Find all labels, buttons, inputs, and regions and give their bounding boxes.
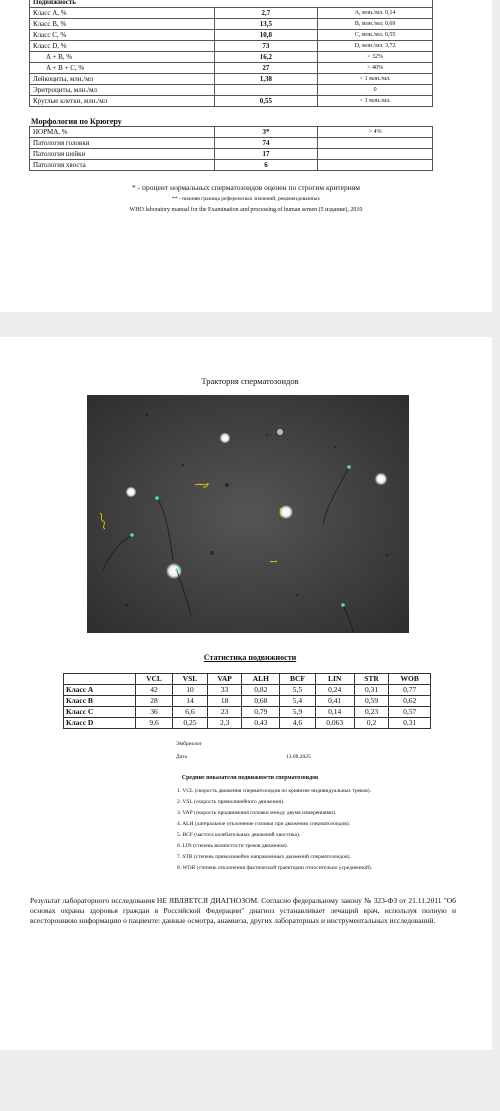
stats-row-label: Класс D bbox=[64, 718, 136, 729]
stats-cell: 9,6 bbox=[136, 718, 173, 729]
row-label: Патология шейки bbox=[30, 149, 215, 160]
row-value: 74 bbox=[214, 138, 318, 149]
row-value: 2,7 bbox=[214, 8, 318, 19]
morphology-table bbox=[29, 126, 433, 171]
row-label: Класс B, % bbox=[30, 19, 215, 30]
row-reference: < 1 млн./мл. bbox=[318, 96, 433, 107]
report-page-1 bbox=[0, 0, 492, 312]
row-label: Класс D, % bbox=[30, 41, 215, 52]
row-reference: > 40% bbox=[318, 63, 433, 74]
stats-header-cell: WOB bbox=[389, 674, 431, 685]
row-label: Класс C, % bbox=[30, 30, 215, 41]
row-reference bbox=[318, 138, 433, 149]
row-label: Лейкоциты, млн./мл bbox=[30, 74, 215, 85]
stats-cell: 0,82 bbox=[242, 685, 280, 696]
motility-row bbox=[30, 8, 433, 19]
row-value: 17 bbox=[214, 149, 318, 160]
footnote-who-manual: WHO laboratory manual for the Examination and processing of human semen (5 издание), 2010 bbox=[129, 207, 363, 213]
stats-row bbox=[64, 718, 431, 729]
average-definition: 2. VSL (скорость прямолинейного движения). bbox=[177, 799, 285, 805]
stats-header-cell: ALH bbox=[242, 674, 280, 685]
stats-cell: 5,9 bbox=[280, 707, 316, 718]
microscope-frame bbox=[87, 395, 409, 633]
stats-cell: 10 bbox=[173, 685, 208, 696]
motility-row bbox=[30, 52, 433, 63]
average-definition: 6. LIN (степень волнистости треков движения). bbox=[177, 843, 288, 849]
stats-header-cell bbox=[64, 674, 136, 685]
stats-cell: 0,68 bbox=[242, 696, 280, 707]
stats-cell: 0,62 bbox=[389, 696, 431, 707]
average-definition: 8. WOB (степень отклонения фактической траектории относительно усредненной). bbox=[177, 865, 373, 871]
motility-statistics-title: Статистика подвижности bbox=[203, 653, 297, 662]
stats-cell: 0,57 bbox=[389, 707, 431, 718]
stats-cell: 0,063 bbox=[315, 718, 354, 729]
row-value: 6 bbox=[214, 160, 318, 171]
row-label: Патология хвоста bbox=[30, 160, 215, 171]
row-label: Класс A, % bbox=[30, 8, 215, 19]
morphology-row bbox=[30, 160, 433, 171]
stats-cell: 14 bbox=[173, 696, 208, 707]
morphology-row bbox=[30, 149, 433, 160]
motility-row bbox=[30, 30, 433, 41]
stats-header-cell: VAP bbox=[207, 674, 242, 685]
date-label: Дата bbox=[176, 754, 187, 760]
stats-cell: 5,5 bbox=[280, 685, 316, 696]
stats-header-cell: LIN bbox=[315, 674, 354, 685]
morphology-title: Морфология по Крюгеру bbox=[31, 117, 122, 126]
stats-cell: 0,79 bbox=[242, 707, 280, 718]
stats-cell: 33 bbox=[207, 685, 242, 696]
stats-row bbox=[64, 707, 431, 718]
row-value: 1,38 bbox=[214, 74, 318, 85]
row-reference: B, млн./мл. 0,69 bbox=[318, 19, 433, 30]
stats-cell: 2,3 bbox=[207, 718, 242, 729]
stats-header-cell: VSL bbox=[173, 674, 208, 685]
row-label: A + B + C, % bbox=[30, 63, 215, 74]
stats-cell: 0,2 bbox=[354, 718, 389, 729]
average-definition: 3. VAP (скорость продвижения головки между двумя измерениями). bbox=[177, 810, 337, 816]
stats-cell: 0,23 bbox=[354, 707, 389, 718]
row-reference: > 32% bbox=[318, 52, 433, 63]
stats-row-label: Класс B bbox=[64, 696, 136, 707]
stats-cell: 28 bbox=[136, 696, 173, 707]
stats-cell: 0,43 bbox=[242, 718, 280, 729]
diagnosis-disclaimer: Результат лабораторного исследования НЕ ЯВЛЯЕТСЯ ДИАГНОЗОМ. Согласно федеральному закону № 323-ФЗ от 21.11.2011 "Об основах охраны здоровья граждан в Российской Федерации" диагноз устанавливает лечащий врач, используя полную и всестороннюю информацию о пациенте: данные осмотра, анамнеза, других лабораторных и инструментальных исследований. bbox=[30, 896, 456, 925]
row-value bbox=[214, 85, 318, 96]
morphology-row bbox=[30, 138, 433, 149]
row-reference bbox=[318, 160, 433, 171]
average-definition: 7. STR (степень прямолинейно направленных движений сперматозоидов). bbox=[177, 854, 351, 860]
footnote-reference-limit: ** - нижняя граница референсных значений, рекомендованных bbox=[172, 196, 320, 202]
stats-cell: 0,77 bbox=[389, 685, 431, 696]
microscope-background bbox=[87, 395, 409, 633]
average-definition: 4. ALH (латеральное отклонение головки при движении сперматозоидов). bbox=[177, 821, 351, 827]
stats-cell: 0,25 bbox=[173, 718, 208, 729]
row-label: НОРМА, % bbox=[30, 127, 215, 138]
motility-row bbox=[30, 85, 433, 96]
motility-row bbox=[30, 96, 433, 107]
motility-statistics-table bbox=[63, 673, 431, 729]
row-reference: < 1 млн./мл. bbox=[318, 74, 433, 85]
averages-title: Средние показатели подвижности сперматозоидов bbox=[181, 775, 319, 781]
row-label: Эритроциты, млн./мл bbox=[30, 85, 215, 96]
stats-cell: 42 bbox=[136, 685, 173, 696]
row-reference: 0 bbox=[318, 85, 433, 96]
motility-row bbox=[30, 63, 433, 74]
row-value: 0,55 bbox=[214, 96, 318, 107]
sperm-trajectory-image bbox=[87, 395, 409, 633]
row-reference: D, млн./мл. 3,72 bbox=[318, 41, 433, 52]
stats-cell: 0,31 bbox=[354, 685, 389, 696]
row-label: A + B, % bbox=[30, 52, 215, 63]
stats-row bbox=[64, 685, 431, 696]
stats-row bbox=[64, 696, 431, 707]
motility-row bbox=[30, 74, 433, 85]
row-value: 27 bbox=[214, 63, 318, 74]
motility-table bbox=[29, 0, 433, 107]
motility-row bbox=[30, 41, 433, 52]
stats-header-row bbox=[64, 674, 431, 685]
stats-cell: 6,6 bbox=[173, 707, 208, 718]
motility-row bbox=[30, 19, 433, 30]
stats-cell: 0,31 bbox=[389, 718, 431, 729]
motility-header-row bbox=[30, 0, 433, 8]
row-value: 10,8 bbox=[214, 30, 318, 41]
row-label: Круглые клетки, млн./мл bbox=[30, 96, 215, 107]
stats-header-cell: BCF bbox=[280, 674, 316, 685]
stats-header-cell: VCL bbox=[136, 674, 173, 685]
footnote-strict-criteria: * - процент нормальных сперматозоидов оценен по строгим критериям bbox=[132, 183, 360, 192]
stats-cell: 18 bbox=[207, 696, 242, 707]
trajectory-title: Трактория сперматозоидов bbox=[201, 376, 299, 386]
row-reference: C, млн./мл. 0,55 bbox=[318, 30, 433, 41]
average-definition: 5. BCF (частота колебательных движений хвостика). bbox=[177, 832, 301, 838]
stats-cell: 0,24 bbox=[315, 685, 354, 696]
row-reference: A, млн./мл. 0,14 bbox=[318, 8, 433, 19]
average-definition: 1. VCL (скорость движения сперматозоидов по кривизне индивидуальных треков). bbox=[177, 788, 371, 794]
stats-cell: 0,59 bbox=[354, 696, 389, 707]
stats-cell: 4,6 bbox=[280, 718, 316, 729]
stats-cell: 23 bbox=[207, 707, 242, 718]
row-label: Патология головки bbox=[30, 138, 215, 149]
morphology-row bbox=[30, 127, 433, 138]
row-reference: > 4% bbox=[318, 127, 433, 138]
row-value: 13,5 bbox=[214, 19, 318, 30]
report-date: 13.08.2025 bbox=[286, 754, 311, 760]
stats-header-cell: STR bbox=[354, 674, 389, 685]
stats-cell: 0,14 bbox=[315, 707, 354, 718]
stats-row-label: Класс A bbox=[64, 685, 136, 696]
row-reference bbox=[318, 149, 433, 160]
stats-cell: 5,4 bbox=[280, 696, 316, 707]
stats-row-label: Класс C bbox=[64, 707, 136, 718]
motility-header: Подвижность bbox=[30, 0, 433, 8]
row-value: 3* bbox=[214, 127, 318, 138]
embryologist-label: Эмбриолог bbox=[176, 741, 203, 747]
stats-cell: 36 bbox=[136, 707, 173, 718]
row-value: 16,2 bbox=[214, 52, 318, 63]
stats-cell: 0,41 bbox=[315, 696, 354, 707]
row-value: 73 bbox=[214, 41, 318, 52]
